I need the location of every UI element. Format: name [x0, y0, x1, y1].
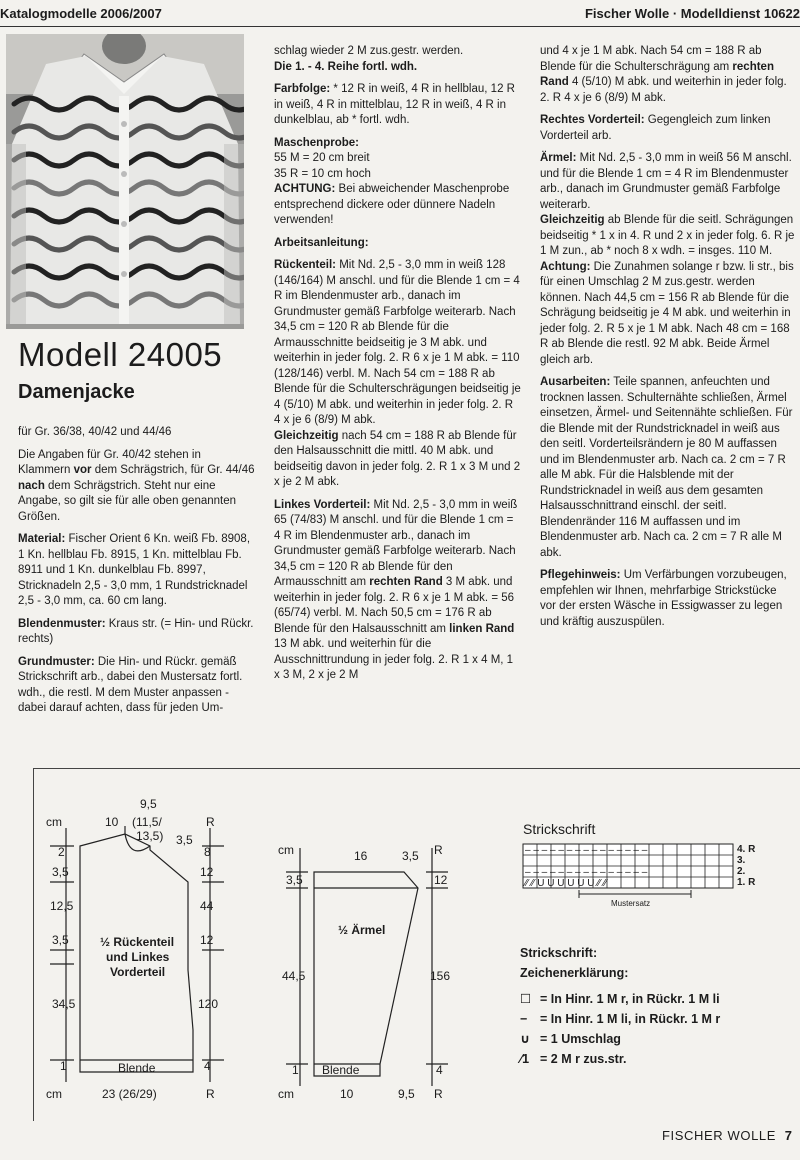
pflegehinweis-section: Pflegehinweis: Um Verfärbungen vorzubeugen, empfehlen wir Ihnen, mehrfarbige Strickstücke vor der ersten Wäsche in Essigwasser zu legen und kräftig auszuspülen. — [540, 569, 787, 628]
body-cm-top: cm — [46, 815, 62, 829]
sleeve-R-bottom: R — [434, 1087, 443, 1101]
sleeve-cm-top: cm — [278, 843, 294, 857]
sleeve-l-1: 1 — [292, 1063, 299, 1077]
body-label-2: und Linkes — [106, 950, 170, 964]
strickschrift-title: Strickschrift — [523, 821, 596, 837]
rows-repeat: Die 1. - 4. Reihe fortl. wdh. — [274, 60, 418, 73]
sleeve-cm-bottom: cm — [278, 1087, 294, 1101]
column-1 — [18, 425, 256, 724]
legend-title-2: Zeichenerklärung: — [520, 966, 629, 980]
legend-row-yarnover: ∪ = 1 Umschlag — [520, 1029, 720, 1049]
legend-row-k2tog: ⁄1 = 2 M r zus.str. — [520, 1049, 720, 1069]
footer-brand: FISCHER WOLLE — [662, 1128, 776, 1143]
sleeve-bottom-95: 9,5 — [398, 1087, 415, 1101]
arbeits-heading: Arbeitsanleitung: — [274, 236, 369, 249]
sleeve-blende: Blende — [322, 1063, 360, 1077]
sleeve-l-445: 44,5 — [282, 969, 306, 983]
sleeve-R-top: R — [434, 843, 443, 857]
body-l-345: 34,5 — [52, 997, 76, 1011]
legend-title-1: Strickschrift: — [520, 946, 598, 960]
ausarbeiten-section: Ausarbeiten: Teile spannen, anfeuchten und trocknen lassen. Schulternähte schließen, Ärmel einsetzen, Ärmel- und Seitennähte schließen. Für die Blende mit der Rundstricknadel in weiß aus den seitl. Vorderteilsrändern je 80 M auffassen und im Blendenmuster arb. Nach ca. 2 cm = 7 R alle M abk. Für die Halsblende mit der Rundstricknadel in weiß aus dem gesamten Halsausschnittrand einschl. der seitl. Blendenränder 116 M auffassen und im Blendenmuster arb. Nach ca. 2 cm = 7 R alle M abk. — [540, 376, 793, 559]
body-top-paren: (11,5/ — [132, 815, 162, 829]
mustersatz-label: Mustersatz — [611, 899, 651, 908]
aermel-section: Ärmel: Mit Nd. 2,5 - 3,0 mm in weiß 56 M anschl. und für die Blende 1 cm = 4 R im Blendenmuster arb., danach im Grundmuster gemäß Farbfolge weiterarb. Gleichzeitig ab Blende für die seitl. Schrägungen beidseitig * 1 x in 4. R und 2 x in jeder folg. 6. R je 1 M zun., ab * noch 8 x wdh. = insges. 110 M. Achtung: Die Zunahmen solange r bzw. li str., bis für einen Umschlag 2 M zus.gestr. werden können. Nach 44,5 cm = 156 R ab Blende für die Schrägung beidseitig je 4 M abk. und weiterhin in jeder folg. 2. R 5 x je 1 M abk. Nach 48 cm = 168 R ab Blende die restl. 92 M abk. Beide Ärmel gleich arb. — [540, 152, 795, 366]
sleeve-r-156: 156 — [430, 969, 451, 983]
column-2 — [274, 44, 522, 691]
sleeve-top-16: 16 — [354, 849, 368, 863]
body-l-2: 2 — [58, 845, 65, 859]
material-section: Material: Fischer Orient 6 Kn. weiß Fb. 8908, 1 Kn. hellblau Fb. 8915, 1 Kn. mittelblau Fb. 8911 und 1 Kn. dunkelblau Fb. 8997, Stricknadeln 2,5 - 3,0 mm, 1 Rundstricknadel 2,5 - 3,0 mm, ca. 60 cm lang. — [18, 533, 251, 607]
svg-text:⁄⁄ ⁄⁄ U U U U U U ⁄⁄ ⁄⁄: ⁄⁄ ⁄⁄ U U U U U U ⁄⁄ ⁄⁄ — [525, 878, 607, 889]
body-cm-bottom: cm — [46, 1087, 62, 1101]
knit-symbol-icon: ☐ — [520, 992, 532, 1006]
catalog-title: Katalogmodelle 2006/2007 — [0, 6, 162, 21]
body-top-35: 3,5 — [176, 833, 193, 847]
sleeve-label: ½ Ärmel — [338, 923, 386, 937]
body-r-4: 4 — [204, 1059, 211, 1073]
body-l-125: 12,5 — [50, 899, 74, 913]
body-label-3: Vorderteil — [110, 965, 166, 979]
sizes-text: für Gr. 36/38, 40/42 und 44/46 — [18, 426, 172, 438]
body-bottom-width: 23 (26/29) — [102, 1087, 157, 1101]
model-title: Modell 24005 — [18, 336, 223, 373]
grund-section: Grundmuster: Die Hin- und Rückr. gemäß Strickschrift arb., dabei den Mustersatz fortl. wdh., die restl. M dem Muster anpassen - dabei darauf achten, dass für jeden Um- — [18, 655, 243, 714]
body-r-12b: 12 — [200, 933, 214, 947]
header-rule — [0, 26, 800, 27]
body-l-35b: 3,5 — [52, 933, 69, 947]
row-3: 3. — [737, 855, 746, 866]
body-schematic — [40, 790, 240, 1110]
publisher-title: Fischer Wolle · Modelldienst 10622 — [584, 6, 800, 21]
cardigan-photo — [6, 34, 244, 329]
rueckenteil-section: Rückenteil: Mit Nd. 2,5 - 3,0 mm in weiß 128 (146/164) M anschl. und für die Blende 1 cm = 4 R im Blendenmuster arb., danach im Grundmuster gemäß Farbfolge weiterarb. Nach 34,5 cm = 120 R ab Blende für die Armausschnitte beidseitig je 3 M abk. und weiterhin in jeder folg. 2. R 6 x je 1 M abk. = 110 (128/146) verbl. M. Nach 54 cm = 188 R ab Blende für die Schulterschrägungen beidseitig je 4 (5/10) M abk. und weiterhin in jeder folg. 2. R 4 x je 6 (8/9) M abk. Gleichzeitig nach 54 cm = 188 R ab Blende für den Halsausschnitt die mittl. 40 M abk. und beidseitig davon in jeder folg. 2. R 1 x 3 M und 2 x je 2 M abk. — [274, 259, 521, 488]
body-top-paren2: 13,5) — [136, 829, 164, 843]
linkes-vorderteil-section: Linkes Vorderteil: Mit Nd. 2,5 - 3,0 mm in weiß 65 (74/83) M anschl. und für die Blende 1 cm = 4 R im Blendenmuster arb., danach im Grundmuster gemäß Farbfolge weiterarb. Nach 34,5 cm = 120 R ab Blende für den Armausschnitt am rechten Rand 3 M abk. und weiterhin in jeder folg. 2. R 6 x je 1 M abk. = 56 (65/74) verbl. M. Nach 50,5 cm = 176 R ab Blende für den Halsausschnitt am linken Rand 13 M abk. und weiterhin für die Ausschnittrundung in jeder folg. 2. R 1 x 4 M, 1 x 3 M, 2 x je 2 M — [274, 498, 518, 681]
legend-row-knit: ☐ = In Hinr. 1 M r, in Rückr. 1 M li — [520, 989, 720, 1009]
body-R-top: R — [206, 815, 215, 829]
page-number: 7 — [784, 1128, 792, 1143]
sleeve-bottom-10: 10 — [340, 1087, 354, 1101]
body-r-44: 44 — [200, 899, 214, 913]
yarnover-symbol-icon: ∪ — [520, 1032, 531, 1046]
row-2: 2. — [737, 866, 746, 877]
body-r-12a: 12 — [200, 865, 214, 879]
k2tog-symbol-icon: ⁄1 — [520, 1052, 530, 1066]
legend-row-purl: − = In Hinr. 1 M li, in Rückr. 1 M r — [520, 1009, 720, 1029]
body-r-8: 8 — [204, 845, 211, 859]
svg-text:– – – – – – – – – – – – – – –: – – – – – – – – – – – – – – – — [525, 845, 648, 856]
strickschrift-chart — [515, 820, 785, 920]
size-note: Die Angaben für Gr. 40/42 stehen in Klammern vor dem Schrägstrich, für Gr. 44/46 nach dem Schrägstrich. Steht nur eine Angabe, so gilt sie für alle oben genannten Größen. — [18, 448, 255, 523]
body-R-bottom: R — [206, 1087, 215, 1101]
sleeve-top-35: 3,5 — [402, 849, 419, 863]
row-4: 4. R — [737, 844, 756, 855]
body-l-35a: 3,5 — [52, 865, 69, 879]
body-blende: Blende — [118, 1061, 156, 1075]
rechtes-vorderteil-section: Rechtes Vorderteil: Gegengleich zum linken Vorderteil arb. — [540, 114, 771, 142]
blenden-section: Blendenmuster: Kraus str. (= Hin- und Rückr. rechts) — [18, 617, 254, 645]
farbfolge-section: Farbfolge: * 12 R in weiß, 4 R in hellblau, 12 R in weiß, 4 R in mittelblau, 12 R in weiß, 4 R in dunkelblau, ab * fortl. wdh. — [274, 83, 515, 126]
sleeve-l-35: 3,5 — [286, 873, 303, 887]
body-r-120: 120 — [198, 997, 219, 1011]
body-top-10: 10 — [105, 815, 119, 829]
body-label-1: ½ Rückenteil — [100, 935, 175, 949]
purl-symbol-icon: − — [520, 1012, 528, 1026]
sleeve-r-12: 12 — [434, 873, 448, 887]
grund-continued: schlag wieder 2 M zus.gestr. werden. — [274, 45, 464, 57]
model-subtitle: Damenjacke — [18, 381, 135, 403]
body-l-1: 1 — [60, 1059, 67, 1073]
row-1: 1. R — [737, 877, 756, 888]
sleeve-r-4: 4 — [436, 1063, 443, 1077]
column-3 — [540, 44, 795, 637]
maschenprobe-section: Maschenprobe: 55 M = 20 cm breit 35 R = 10 cm hoch ACHTUNG: Bei abweichender Maschenprobe entsprechend dickere oder dünnere Nadeln verwenden! — [274, 136, 510, 226]
legend — [520, 943, 720, 1069]
linkes-continued: und 4 x je 1 M abk. Nach 54 cm = 188 R ab Blende für die Schulterschrägung am rechten Rand 4 (5/10) M abk. und weiterhin in jeder folg. 2. R 4 x je 6 (8/9) M abk. — [540, 45, 787, 104]
sleeve-schematic — [276, 830, 476, 1110]
svg-text:– – – – – – – – – – – – – – –: – – – – – – – – – – – – – – – — [525, 867, 648, 878]
body-top-width: 9,5 — [140, 797, 157, 811]
